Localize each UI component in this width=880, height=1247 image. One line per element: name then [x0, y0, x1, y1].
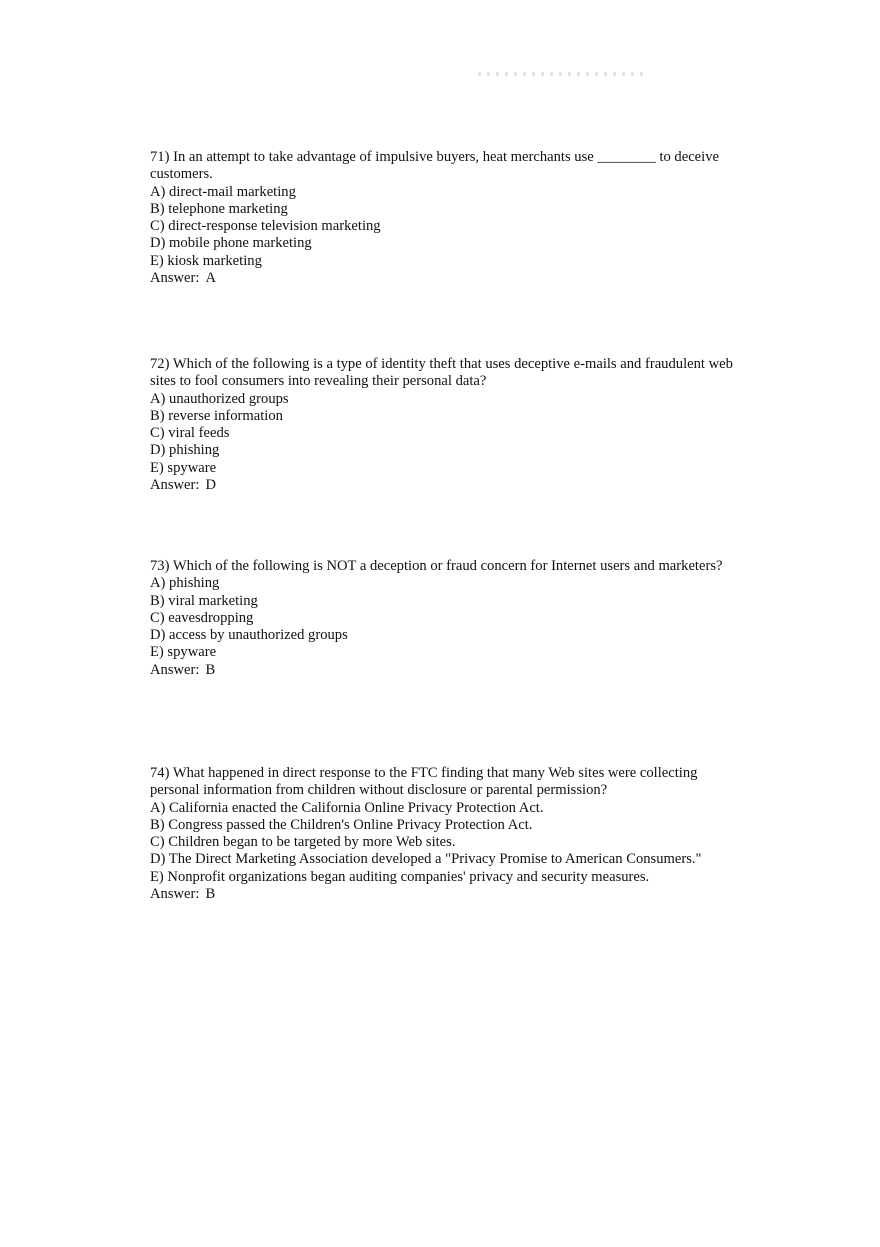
question-stem: 74) What happened in direct response to the FTC finding that many Web sites were collecting personal information from children without disclosure or parental permission?	[150, 765, 698, 799]
option-b: B) reverse information	[150, 407, 283, 424]
option-b: B) Congress passed the Children's Online Privacy Protection Act.	[150, 816, 533, 833]
question-73	[150, 558, 750, 679]
option-a: A) unauthorized groups	[150, 390, 289, 407]
option-a: A) California enacted the California Online Privacy Protection Act.	[150, 799, 544, 816]
option-c: C) Children began to be targeted by more Web sites.	[150, 834, 456, 851]
option-e: E) kiosk marketing	[150, 252, 262, 269]
option-d: D) mobile phone marketing	[150, 235, 312, 252]
question-stem: 72) Which of the following is a type of identity theft that uses deceptive e-mails and fraudulent web sites to fool consumers into revealing their personal data?	[150, 356, 733, 390]
option-d: D) phishing	[150, 442, 220, 459]
option-e: E) Nonprofit organizations began auditing companies' privacy and security measures.	[150, 868, 650, 885]
option-e: E) spyware	[150, 459, 217, 476]
answer-label: Answer:	[150, 270, 200, 287]
answer-value: B	[205, 886, 216, 903]
answer-line	[150, 886, 750, 903]
question-stem: 73) Which of the following is NOT a deception or fraud concern for Internet users and marketers?	[150, 558, 723, 574]
option-a: A) direct-mail marketing	[150, 183, 296, 200]
answer-label: Answer:	[150, 661, 200, 678]
answer-label: Answer:	[150, 886, 200, 903]
answer-line	[150, 662, 750, 679]
question-stem: 71) In an attempt to take advantage of impulsive buyers, heat merchants use ________ to deceive customers.	[150, 149, 719, 183]
answer-value: B	[205, 661, 216, 678]
faint-header-artifact	[478, 72, 648, 76]
question-74	[150, 765, 750, 903]
option-c: C) eavesdropping	[150, 609, 254, 626]
question-71	[150, 149, 750, 287]
answer-value: A	[205, 270, 216, 287]
answer-label: Answer:	[150, 477, 200, 494]
answer-line	[150, 270, 750, 287]
option-d: D) The Direct Marketing Association developed a "Privacy Promise to American Consumers."	[150, 851, 702, 868]
question-72	[150, 356, 750, 494]
option-c: C) direct-response television marketing	[150, 218, 381, 235]
option-c: C) viral feeds	[150, 425, 230, 442]
answer-line	[150, 477, 750, 494]
option-b: B) viral marketing	[150, 592, 258, 609]
answer-value: D	[205, 477, 216, 494]
option-b: B) telephone marketing	[150, 200, 288, 217]
option-e: E) spyware	[150, 644, 217, 661]
option-a: A) phishing	[150, 575, 220, 592]
option-d: D) access by unauthorized groups	[150, 627, 348, 644]
